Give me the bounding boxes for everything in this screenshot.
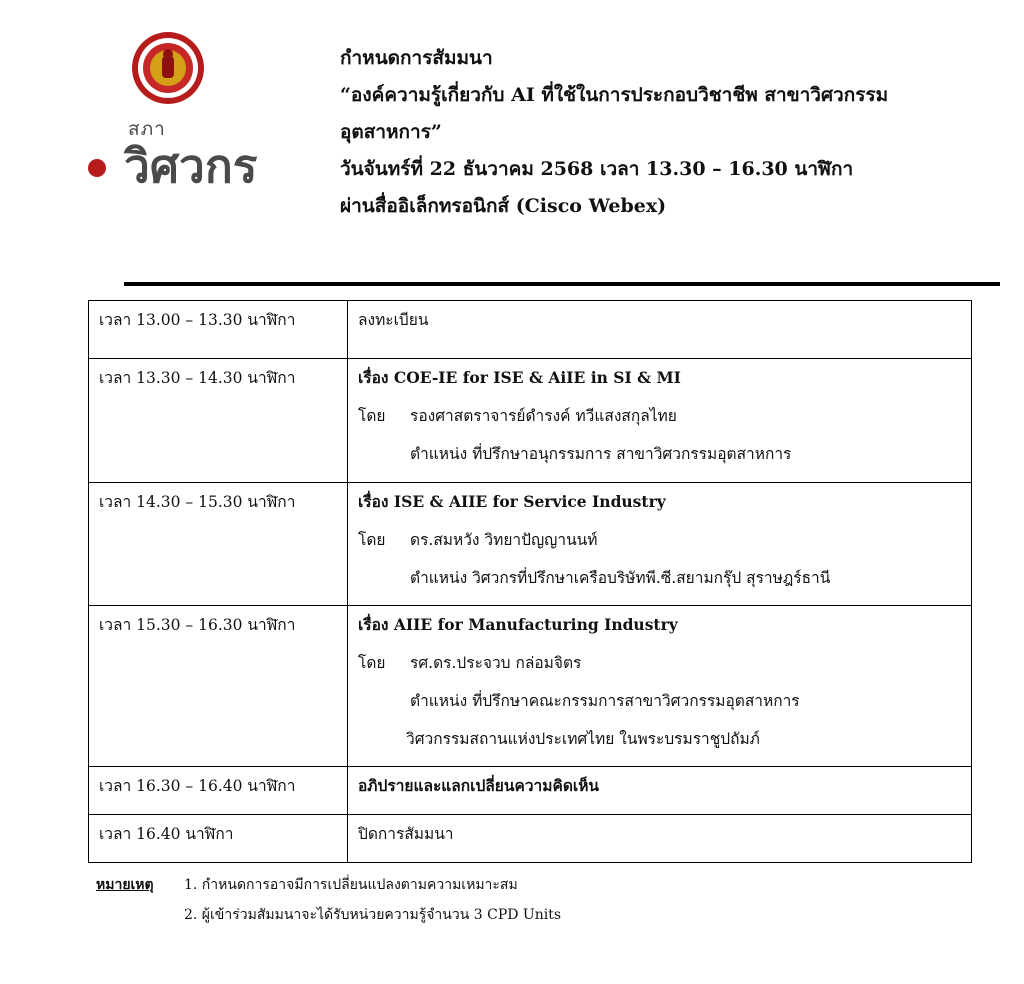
item-title: อภิปรายและแลกเปลี่ยนความคิดเห็น: [358, 776, 600, 795]
speaker-position: ตำแหน่ง ที่ปรึกษาคณะกรรมการสาขาวิศวกรรมอุตสาหการ: [410, 692, 800, 710]
by-label: โดย: [358, 654, 386, 672]
speaker-position: ตำแหน่ง วิศวกรที่ปรึกษาเครือบริษัทพี.ซี.สยามกรุ๊ป สุราษฎร์ธานี: [410, 569, 831, 587]
detail-cell: [348, 815, 972, 863]
note-line-1: [96, 870, 561, 900]
logo-word-main: วิศวกร: [124, 139, 258, 193]
detail-cell: [348, 483, 972, 606]
logo-word-top: สภา: [128, 118, 166, 140]
speaker-line: [358, 405, 971, 443]
speaker-position: ตำแหน่ง ที่ปรึกษาอนุกรรมการ สาขาวิศวกรรมอุตสาหการ: [410, 445, 792, 463]
time-cell: [89, 767, 348, 815]
item-title: ปิดการสัมมนา: [358, 825, 454, 843]
time-text: เวลา 13.30 – 14.30 นาฬิกา: [99, 369, 296, 387]
item-title: ลงทะเบียน: [358, 311, 429, 329]
detail-cell: [348, 301, 972, 359]
time-text: เวลา 14.30 – 15.30 นาฬิกา: [99, 493, 296, 511]
notes-label: หมายเหตุ: [96, 877, 154, 893]
speaker-line: [358, 529, 971, 567]
speaker-name: รศ.ดร.ประจวบ กล่อมจิตร: [410, 654, 582, 672]
time-cell: [89, 483, 348, 606]
detail-cell: [348, 606, 972, 767]
table-row: [89, 301, 972, 359]
speaker-position-cont: วิศวกรรมสถานแห่งประเทศไทย ในพระบรมราชูปถัมภ์: [406, 730, 760, 748]
time-text: เวลา 15.30 – 16.30 นาฬิกา: [99, 616, 296, 634]
schedule-table: [88, 300, 972, 863]
header-line-3: อุตสาหการ”: [340, 121, 442, 143]
note-item: 1. กำหนดการอาจมีการเปลี่ยนแปลงตามความเหมาะสม: [184, 877, 518, 893]
by-label: โดย: [358, 531, 386, 549]
speaker-name: ดร.สมหวัง วิทยาปัญญานนท์: [410, 531, 598, 549]
logo-dot: [88, 159, 106, 177]
header-line-1: กำหนดการสัมมนา: [340, 47, 493, 69]
header-title-block: [340, 40, 1010, 225]
time-cell: [89, 606, 348, 767]
speaker-name: รองศาสตราจารย์ดำรงค์ ทวีแสงสกุลไทย: [410, 407, 677, 425]
council-logo: [84, 28, 284, 198]
table-row: [89, 483, 972, 606]
council-seal-icon: [130, 30, 206, 106]
table-row: [89, 767, 972, 815]
by-label: โดย: [358, 407, 386, 425]
speaker-line: [358, 652, 971, 690]
note-item: 2. ผู้เข้าร่วมสัมมนาจะได้รับหน่วยความรู้จำนวน 3 CPD Units: [184, 907, 562, 923]
detail-cell: [348, 767, 972, 815]
detail-cell: [348, 359, 972, 483]
header-line-5: ผ่านสื่ออิเล็กทรอนิกส์ (Cisco Webex): [340, 195, 667, 217]
item-title: เรื่อง COE-IE for ISE & AiIE in SI & MI: [358, 368, 681, 387]
time-cell: [89, 359, 348, 483]
item-title: เรื่อง ISE & AIIE for Service Industry: [358, 492, 666, 511]
time-text: เวลา 16.40 นาฬิกา: [99, 825, 234, 843]
time-text: เวลา 13.00 – 13.30 นาฬิกา: [99, 311, 296, 329]
header-divider: [124, 282, 1000, 286]
header-line-2: “องค์ความรู้เกี่ยวกับ AI ที่ใช้ในการประกอบวิชาชีพ สาขาวิศวกรรม: [340, 84, 889, 106]
table-row: [89, 815, 972, 863]
item-title: เรื่อง AIIE for Manufacturing Industry: [358, 615, 678, 634]
header-line-4: วันจันทร์ที่ 22 ธันวาคม 2568 เวลา 13.30 – 16.30 นาฬิกา: [340, 158, 854, 180]
table-row: [89, 359, 972, 483]
time-text: เวลา 16.30 – 16.40 นาฬิกา: [99, 777, 296, 795]
time-cell: [89, 301, 348, 359]
notes-section: [96, 870, 561, 930]
time-cell: [89, 815, 348, 863]
table-row: [89, 606, 972, 767]
